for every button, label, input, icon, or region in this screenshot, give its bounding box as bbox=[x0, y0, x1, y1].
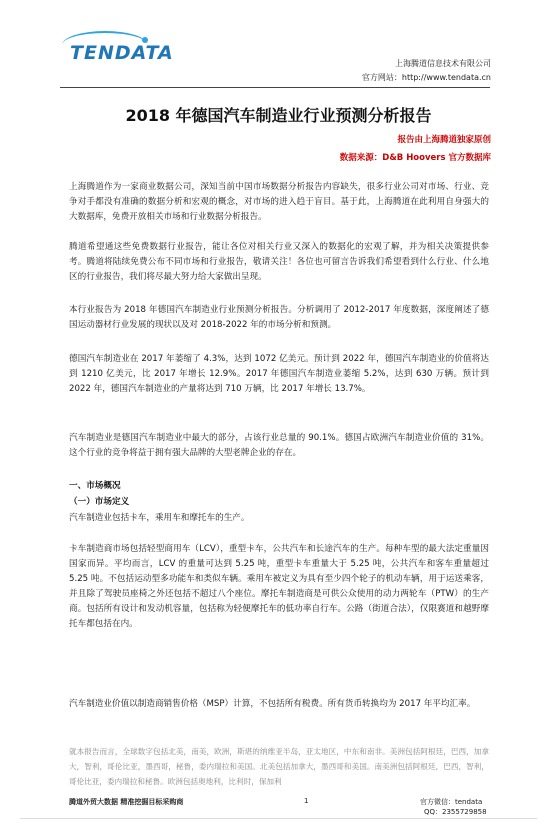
footer-wechat: 官方微信：tendata bbox=[420, 798, 483, 806]
source-line-original: 报告由上海腾道独家原创 bbox=[397, 135, 491, 145]
scope-paragraph: 本行业报告为 2018 年德国汽车制造业行业预测分析报告。分析调用了 2012-2017 年度数据，深度阐述了德国运动器材行业发展的现状以及对 2018-2022 年的市场分析和预测。 bbox=[69, 305, 489, 330]
header-divider bbox=[60, 87, 490, 88]
footer-slogan: 腾道外贸大数据 精准挖掘目标采购商 bbox=[69, 798, 184, 806]
source-line-database: 数据来源：D&B Hoovers 官方数据库 bbox=[339, 153, 491, 163]
region-note: 就本报告而言，全球数字包括北美，南美，欧洲，斯堪的纳维亚半岛，亚太地区，中东和南非。美洲包括阿根廷，巴西，加拿大，智利，哥伦比亚，墨西哥，秘鲁，委内瑞拉和美国。北美包括加拿大，墨西哥和美国。南美洲包括阿根廷，巴西，智利，哥伦比亚，委内瑞拉和秘鲁。欧洲包括奥地利，比利时，保加利 bbox=[69, 747, 489, 786]
intro-paragraph: 上海腾道作为一家商业数据公司，深知当前中国市场数据分析报告内容缺失，很多行业公司对市场、行业、竞争对手都没有准确的数据分析和宏观的概念，对市场的进入趋于盲目。基于此，上海腾道在此利用自身强大的大数据库，免费开放相关市场和行业数据分析报告。 bbox=[69, 182, 489, 222]
footer-qq: QQ：2355729858 bbox=[424, 808, 487, 816]
page-number: 1 bbox=[304, 797, 309, 805]
share-paragraph: 汽车制造业是德国汽车制造业中最大的部分，占该行业总量的 90.1%。德国占欧洲汽车制造业价值的 31%。这个行业的竞争将益于拥有强大品牌的大型老牌企业的存在。 bbox=[69, 433, 489, 458]
purpose-paragraph: 腾道希望通这些免费数据行业报告，能让各位对相关行业又深入的数据化的宏观了解，并为相关决策提供参考。腾道将陆续免费公布不同市场和行业报告，敬请关注！各位也可留言告诉我们希望看到什么行业、什么地区的行业报告，我们将尽最大努力给大家做出呈现。 bbox=[69, 242, 489, 282]
website-link[interactable]: 官方网站：http://www.tendata.cn bbox=[361, 73, 491, 82]
definition-paragraph: 汽车制造业包括卡车，乘用车和摩托车的生产。 bbox=[69, 513, 250, 523]
valuation-paragraph: 汽车制造业价值以制造商销售价格（MSP）计算，不包括所有税费。所有货币转换均为 2017 年平均汇率。 bbox=[69, 699, 476, 709]
report-title: 2018 年德国汽车制造业行业预测分析报告 bbox=[125, 106, 432, 125]
tendata-logo: TENDATA bbox=[70, 42, 174, 64]
subsection-heading-market-definition: （一）市场定义 bbox=[69, 497, 130, 507]
section-heading-market-overview: 一、市场概况 bbox=[69, 481, 121, 491]
footer-divider bbox=[20, 818, 537, 819]
company-name: 上海腾道信息技术有限公司 bbox=[395, 59, 491, 68]
truck-definition-paragraph: 卡车制造商市场包括轻型商用车（LCV），重型卡车，公共汽车和长途汽车的生产。每种车型的最大法定重量因国家而异。平均而言，LCV 的重量可达到 5.25 吨，重型卡车重量大于 5.25 吨，公共汽车和客车重量超过 5.25 吨。不包括运动型多功能车和类似车辆。乘用车被定义为具有至少四个轮子的机动车辆，用于运送乘客，并且除了驾驶员座椅之外还包括不超过八个座位。摩托车制造商是可供公众使用的动力两轮车（PTW）的生产商。包括所有设计和发动机容量，包括称为轻便摩托车的低功率自行车。公路（街道合法），仅限赛道和越野摩托车都包括在内。 bbox=[69, 544, 489, 629]
figures-paragraph: 德国汽车制造业在 2017 年萎缩了 4.3%，达到 1072 亿美元。预计到 2022 年，德国汽车制造业的价值将达到 1210 亿美元，比 2017 年增长 12.9%。2017 年德国汽车制造业萎缩 5.2%，达到 630 万辆。预计到 2022 年，德国汽车制造业的产量将达到 710 万辆，比 2017 年增长 13.7%。 bbox=[69, 354, 489, 394]
